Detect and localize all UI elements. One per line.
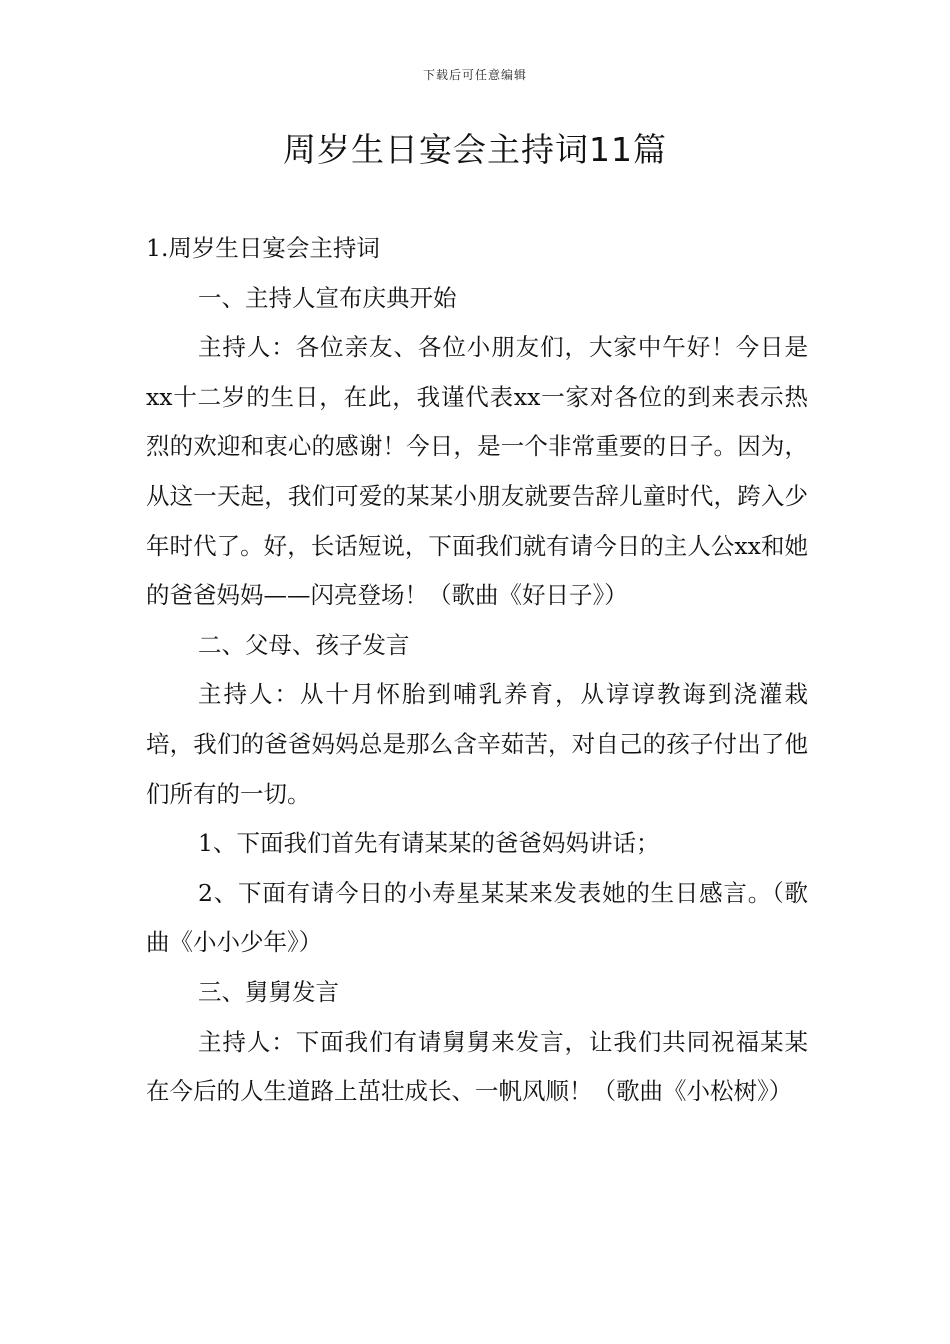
subsection-heading-1: 一、主持人宣布庆典开始 xyxy=(198,283,457,312)
subsection-heading-3: 三、舅舅发言 xyxy=(198,977,339,1006)
host-paragraph-uncle: 主持人：下面我们有请舅舅来发言，让我们共同祝福某某在今后的人生道路上茁壮成长、一帆风顺！（歌曲《小松树》） xyxy=(146,1027,808,1106)
document-title: 周岁生日宴会主持词11篇 xyxy=(283,130,667,169)
document-body xyxy=(146,224,808,1117)
header-note: 下载后可任意编辑 xyxy=(422,68,527,82)
host-paragraph-parents: 主持人：从十月怀胎到哺乳养育，从谆谆教诲到浇灌栽培，我们的爸爸妈妈总是那么含辛茹苦，对自己的孩子付出了他们所有的一切。 xyxy=(146,680,808,808)
section-heading: 1.周岁生日宴会主持词 xyxy=(146,234,380,262)
subsection-heading-2: 二、父母、孩子发言 xyxy=(198,630,410,659)
host-paragraph-opening: 主持人：各位亲友、各位小朋友们，大家中午好！今日是xx十二岁的生日，在此，我谨代表xx一家对各位的到来表示热烈的欢迎和衷心的感谢！今日，是一个非常重要的日子。因为，从这一天起，我们可爱的某某小朋友就要告辞儿童时代，跨入少年时代了。好，长话短说，下面我们就有请今日的主人公xx和她的爸爸妈妈——闪亮登场！（歌曲《好日子》） xyxy=(146,333,808,610)
list-item-2: 2、下面有请今日的小寿星某某来发表她的生日感言。（歌曲《小小少年》） xyxy=(146,878,808,957)
list-item-1: 1、下面我们首先有请某某的爸爸妈妈讲话； xyxy=(198,829,660,858)
